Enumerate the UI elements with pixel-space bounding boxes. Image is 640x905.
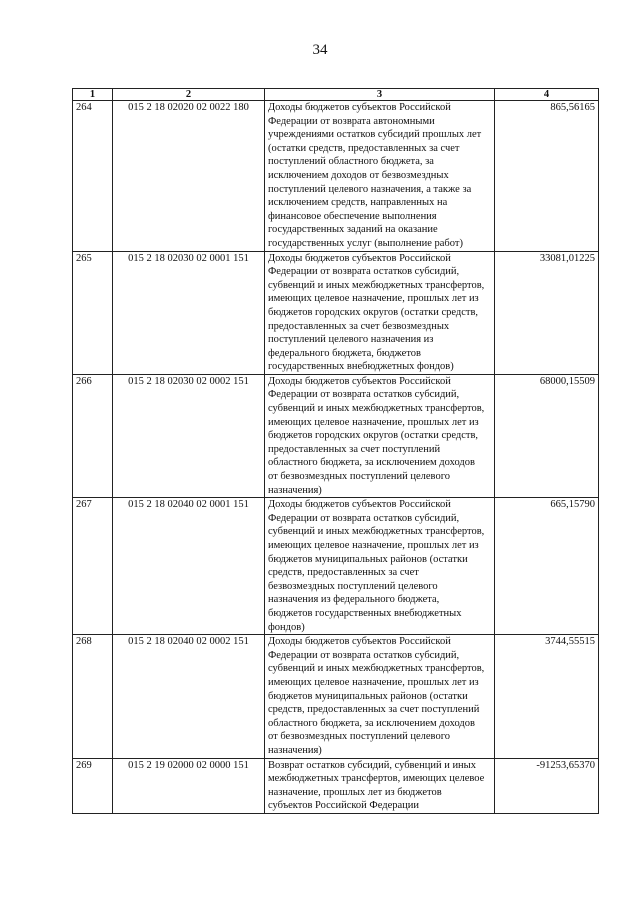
table-row [73, 101, 599, 252]
income-description [265, 101, 495, 252]
description-line: от безвозмездных поступлений целевого [268, 471, 450, 483]
description-line: Доходы бюджетов субъектов Российской [268, 636, 451, 648]
description-line: областного бюджета, за исключением доходов [268, 717, 475, 729]
description-line: Федерации от возврата остатков субсидий, [268, 512, 460, 524]
description-line: Федерации от возврата остатков субсидий, [268, 389, 460, 401]
description-line: бюджетов городских округов (остатки средств, [268, 306, 479, 318]
budget-code: 015 2 18 02040 02 0002 151 [113, 635, 265, 758]
row-number: 269 [73, 758, 113, 813]
row-number: 268 [73, 635, 113, 758]
description-line: федерального бюджета, бюджетов [268, 347, 421, 359]
table-body [73, 101, 599, 814]
row-number: 267 [73, 498, 113, 635]
description-line: поступлений целевого назначения из [268, 334, 434, 346]
table-row [73, 374, 599, 497]
page-number: 34 [312, 42, 328, 58]
description-line: субвенций и иных межбюджетных трансфертов, [268, 279, 485, 291]
budget-code: 015 2 19 02000 02 0000 151 [113, 758, 265, 813]
table-row [73, 251, 599, 374]
column-header-1: 1 [73, 89, 113, 101]
description-line: бюджетов государственных внебюджетных [268, 607, 462, 619]
table-row [73, 635, 599, 758]
income-description [265, 374, 495, 497]
description-line: субвенций и иных межбюджетных трансфертов, [268, 403, 485, 415]
description-line: предоставленных за счет безвозмездных [268, 320, 450, 332]
description-line: государственных услуг (выполнение работ) [268, 237, 463, 249]
description-line: фондов) [268, 621, 305, 633]
amount: 33081,01225 [495, 251, 599, 374]
description-line: Доходы бюджетов субъектов Российской [268, 375, 451, 387]
description-line: бюджетов муниципальных районов (остатки [268, 690, 468, 702]
description-line: средств, предоставленных за счет [268, 567, 419, 579]
description-line: государственных заданий на оказание [268, 224, 438, 236]
description-line: исключением доходов от безвозмездных [268, 169, 449, 181]
description-line: учреждениями остатков субсидий прошлых лет [268, 129, 482, 141]
description-line: имеющих целевое назначение, прошлых лет из [268, 676, 479, 688]
column-header-3: 3 [265, 89, 495, 101]
table-row [73, 758, 599, 813]
description-line: Доходы бюджетов субъектов Российской [268, 252, 451, 264]
description-line: Федерации от возврата остатков субсидий, [268, 649, 460, 661]
description-line: Федерации от возврата остатков субсидий, [268, 266, 460, 278]
description-line: безвозмездных поступлений целевого [268, 580, 438, 592]
budget-code: 015 2 18 02020 02 0022 180 [113, 101, 265, 252]
description-line: исключением средств, направленных на [268, 197, 448, 209]
row-number: 266 [73, 374, 113, 497]
description-line: Доходы бюджетов субъектов Российской [268, 102, 451, 113]
row-number: 264 [73, 101, 113, 252]
description-line: субвенций и иных межбюджетных трансфертов, [268, 663, 485, 675]
budget-code: 015 2 18 02040 02 0001 151 [113, 498, 265, 635]
description-line: бюджетов муниципальных районов (остатки [268, 553, 468, 565]
header-row [73, 89, 599, 101]
column-header-2: 2 [113, 89, 265, 101]
description-line: имеющих целевое назначение, прошлых лет из [268, 293, 479, 305]
description-line: межбюджетных трансфертов, имеющих целевое [268, 773, 485, 785]
description-line: назначения) [268, 744, 322, 756]
amount: 665,15790 [495, 498, 599, 635]
budget-table [72, 88, 599, 814]
description-line: областного бюджета, за исключением доходов [268, 457, 475, 469]
description-line: назначения из федерального бюджета, [268, 594, 440, 606]
income-description [265, 498, 495, 635]
description-line: имеющих целевое назначение, прошлых лет из [268, 416, 479, 428]
description-line: государственных внебюджетных фондов) [268, 361, 454, 373]
table-row [73, 498, 599, 635]
description-line: поступлений областного бюджета, за [268, 156, 434, 168]
description-line: субвенций и иных межбюджетных трансфертов, [268, 526, 485, 538]
description-line: Возврат остатков субсидий, субвенций и иных [268, 759, 476, 771]
description-line: имеющих целевое назначение, прошлых лет из [268, 540, 479, 551]
description-line: назначение, прошлых лет из бюджетов [268, 786, 442, 798]
description-line: (остатки средств, предоставленных за счет [268, 142, 460, 154]
description-line: поступлений целевого назначения, а также за [268, 183, 472, 195]
description-line: назначения) [268, 484, 322, 496]
budget-code: 015 2 18 02030 02 0002 151 [113, 374, 265, 497]
income-description [265, 251, 495, 374]
description-line: Доходы бюджетов субъектов Российской [268, 499, 451, 511]
description-line: от безвозмездных поступлений целевого [268, 731, 450, 743]
income-description [265, 758, 495, 813]
description-line: финансовое обеспечение выполнения [268, 210, 437, 222]
budget-code: 015 2 18 02030 02 0001 151 [113, 251, 265, 374]
income-description [265, 635, 495, 758]
description-line: средств, предоставленных за счет поступлений [268, 704, 480, 716]
description-line: Федерации от возврата автономными [268, 115, 435, 127]
amount: 865,56165 [495, 101, 599, 252]
description-line: предоставленных за счет поступлений [268, 443, 441, 455]
amount: -91253,65370 [495, 758, 599, 813]
row-number: 265 [73, 251, 113, 374]
description-line: бюджетов городских округов (остатки средств, [268, 430, 479, 442]
amount: 3744,55515 [495, 635, 599, 758]
column-header-4: 4 [495, 89, 599, 101]
amount: 68000,15509 [495, 374, 599, 497]
description-line: субъектов Российской Федерации [268, 800, 420, 812]
